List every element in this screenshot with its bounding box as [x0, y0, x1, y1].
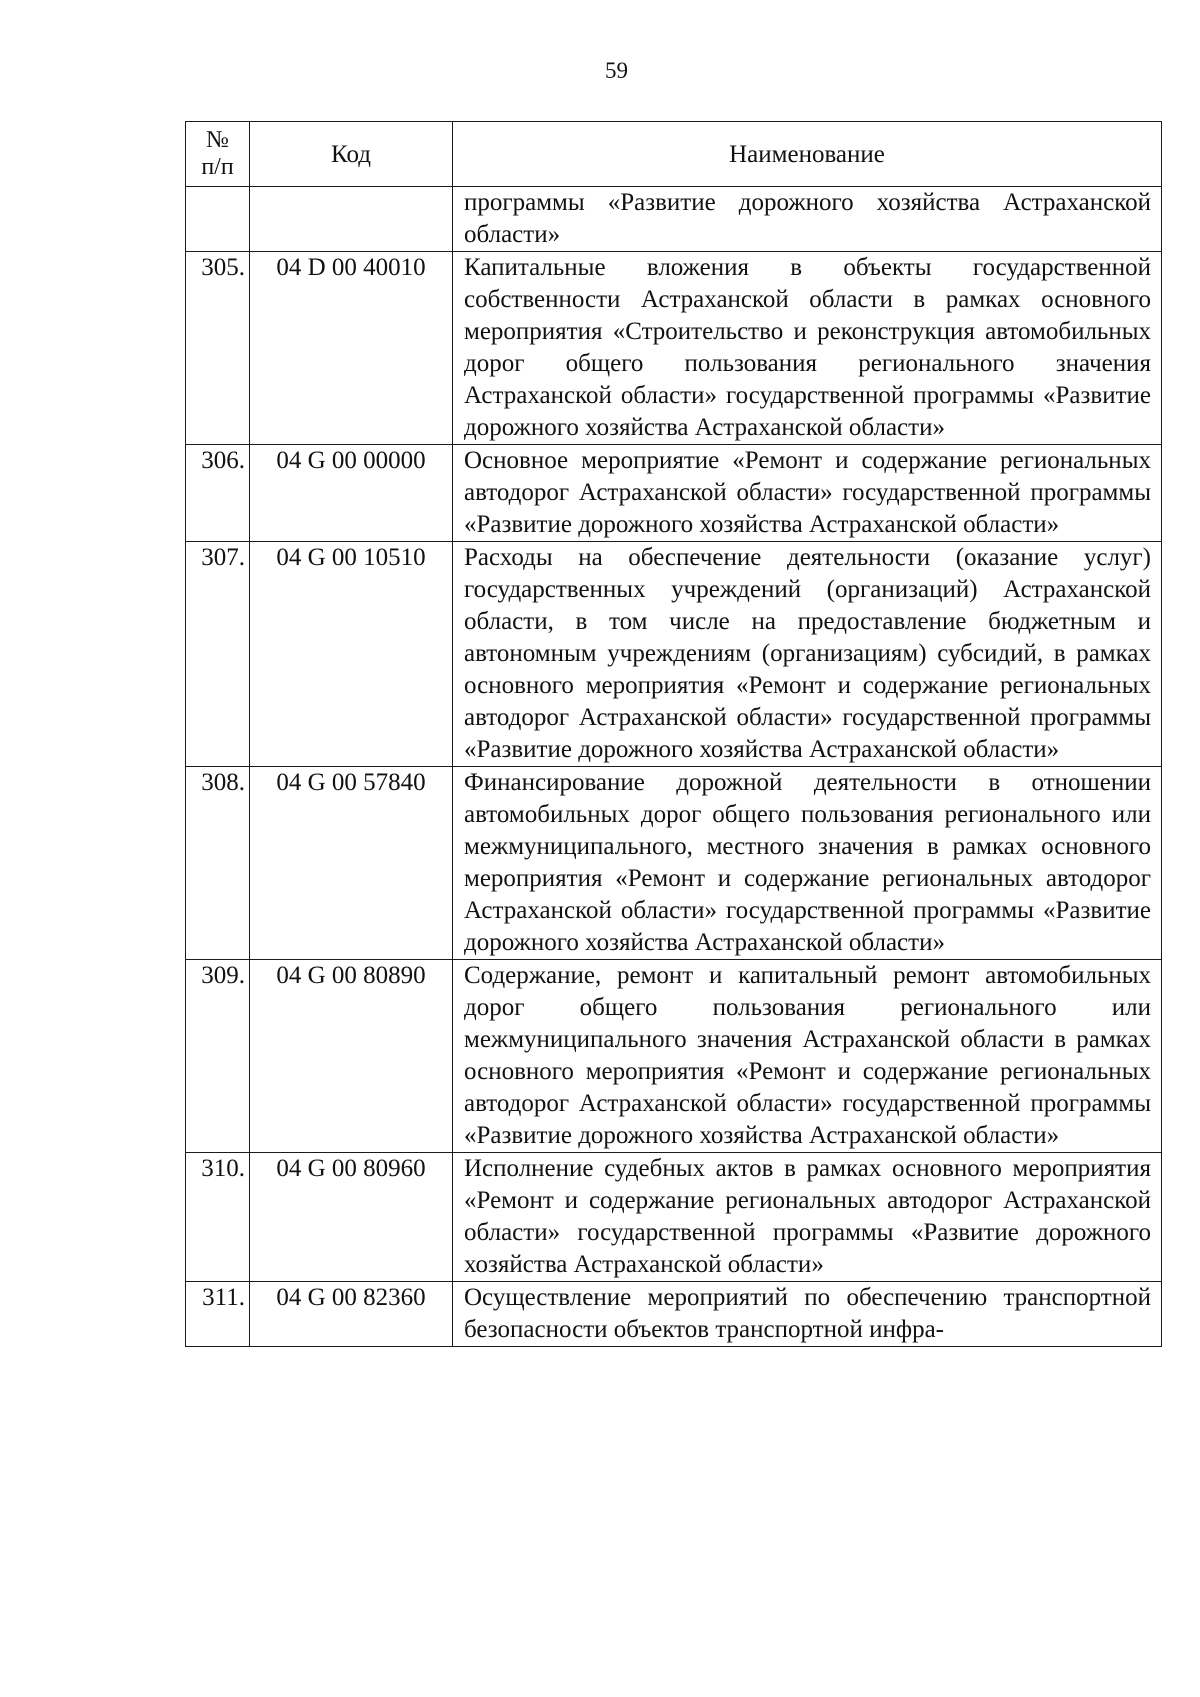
- header-num: [186, 122, 250, 187]
- row-number: 308.: [186, 767, 250, 960]
- row-code: 04 G 00 80890: [250, 960, 453, 1153]
- row-number: [186, 187, 250, 252]
- row-name: Исполнение судебных актов в рамках основного мероприятия «Ремонт и содержание региональных автодорог Астраханской области» государственной программы «Развитие дорожного хозяйства Астраханской области»: [453, 1153, 1162, 1282]
- row-code: 04 G 00 82360: [250, 1282, 453, 1347]
- table-row: [186, 252, 1162, 445]
- row-number: 305.: [186, 252, 250, 445]
- row-name: Основное мероприятие «Ремонт и содержание региональных автодорог Астраханской области» государственной программы «Развитие дорожного хозяйства Астраханской области»: [453, 445, 1162, 542]
- row-number: 310.: [186, 1153, 250, 1282]
- table-row: [186, 1153, 1162, 1282]
- row-number: 307.: [186, 542, 250, 767]
- table-row: [186, 187, 1162, 252]
- row-code: 04 G 00 80960: [250, 1153, 453, 1282]
- row-name: Расходы на обеспечение деятельности (оказание услуг) государственных учреждений (организаций) Астраханской области, в том числе на предоставление бюджетным и автономным учреждениям (организациям) субсидий, в рамках основного мероприятия «Ремонт и содержание региональных автодорог Астраханской области» государственной программы «Развитие дорожного хозяйства Астраханской области»: [453, 542, 1162, 767]
- row-name: программы «Развитие дорожного хозяйства Астраханской области»: [453, 187, 1162, 252]
- table-row: [186, 1282, 1162, 1347]
- row-code: 04 G 00 57840: [250, 767, 453, 960]
- row-code: 04 G 00 00000: [250, 445, 453, 542]
- header-code: Код: [250, 122, 453, 187]
- page-number: 59: [605, 58, 628, 83]
- table-row: [186, 767, 1162, 960]
- row-name: Финансирование дорожной деятельности в отношении автомобильных дорог общего пользования регионального или межмуниципального, местного значения в рамках основного мероприятия «Ремонт и содержание региональных автодорог Астраханской области» государственной программы «Развитие дорожного хозяйства Астраханской области»: [453, 767, 1162, 960]
- row-code: 04 D 00 40010: [250, 252, 453, 445]
- row-name: Осуществление мероприятий по обеспечению транспортной безопасности объектов транспортной инфра-: [453, 1282, 1162, 1347]
- code-table: [185, 121, 1162, 1347]
- table-row: [186, 445, 1162, 542]
- row-code: 04 G 00 10510: [250, 542, 453, 767]
- table-header-row: [186, 122, 1162, 187]
- row-number: 306.: [186, 445, 250, 542]
- row-number: 309.: [186, 960, 250, 1153]
- row-name: Капитальные вложения в объекты государственной собственности Астраханской области в рамках основного мероприятия «Строительство и реконструкция автомобильных дорог общего пользования регионального значения Астраханской области» государственной программы «Развитие дорожного хозяйства Астраханской области»: [453, 252, 1162, 445]
- row-code: [250, 187, 453, 252]
- header-num-line2: п/п: [201, 154, 234, 180]
- row-number: 311.: [186, 1282, 250, 1347]
- row-name: Содержание, ремонт и капитальный ремонт автомобильных дорог общего пользования регионального или межмуниципального значения Астраханской области в рамках основного мероприятия «Ремонт и содержание региональных автодорог Астраханской области» государственной программы «Развитие дорожного хозяйства Астраханской области»: [453, 960, 1162, 1153]
- header-num-line1: №: [206, 127, 229, 153]
- table-row: [186, 960, 1162, 1153]
- table-row: [186, 542, 1162, 767]
- header-name: Наименование: [453, 122, 1162, 187]
